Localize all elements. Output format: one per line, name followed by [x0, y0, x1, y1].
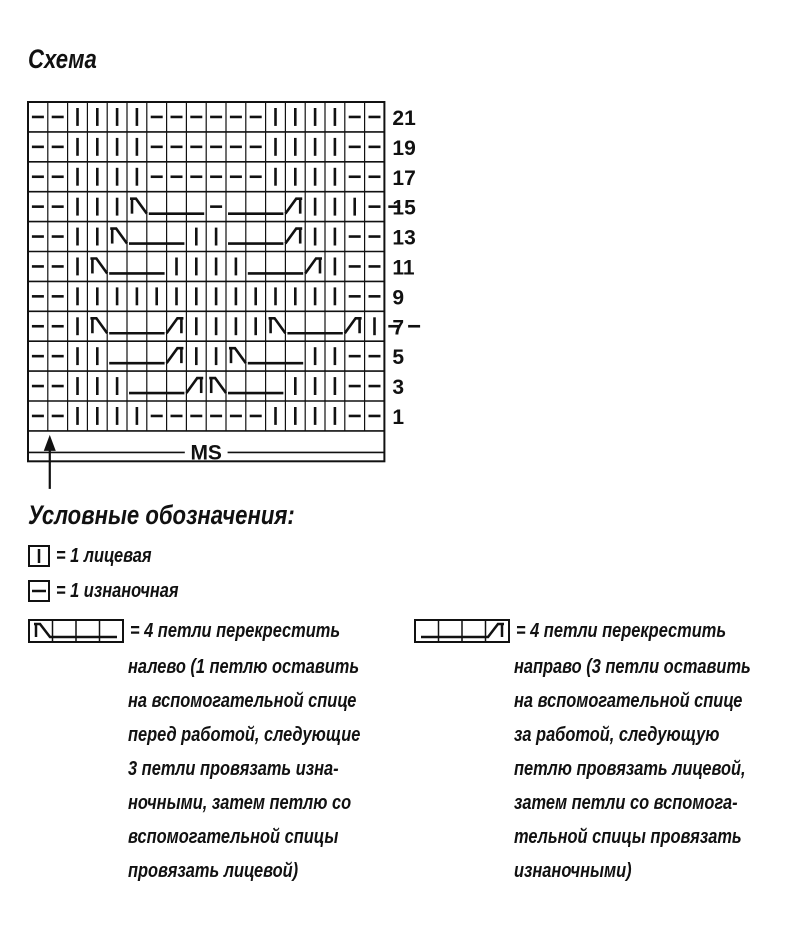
cross-left-description: [128, 650, 360, 888]
row-number: 17: [392, 166, 416, 190]
row-number: 3: [392, 376, 405, 400]
legend-knit: [28, 545, 173, 567]
legend-purl: [28, 580, 205, 602]
description-line: вспомогательной спицы: [128, 826, 339, 848]
description-line: провязать лицевой): [128, 860, 299, 882]
description-line: направо (3 петли оставить: [514, 656, 751, 678]
row-number: 19: [392, 136, 416, 160]
purl-symbol-icon: [28, 580, 50, 602]
row-number: 13: [392, 226, 416, 250]
cross-left-symbol-icon: [28, 619, 124, 643]
description-line: затем петли со вспомога-: [514, 792, 738, 814]
row-number: 5: [392, 346, 405, 370]
chart-title: Схема: [28, 44, 97, 74]
legend-cross-left: [28, 620, 386, 642]
description-line: изнаночными): [514, 860, 632, 882]
legend-title: Условные обозначения:: [28, 500, 295, 530]
row-number: 1: [392, 405, 405, 429]
knit-symbol-icon: [28, 545, 50, 567]
row-number: 7: [392, 316, 405, 340]
start-arrow-icon: [44, 435, 56, 451]
description-line: налево (1 петлю оставить: [128, 656, 360, 678]
cross-right-description: [514, 650, 751, 888]
row-number: 11: [392, 256, 415, 280]
legend-cross-right: [414, 620, 772, 642]
cross-left-head: = 4 петли перекрестить: [130, 619, 341, 642]
description-line: тельной спицы провязать: [514, 826, 742, 848]
repeat-label: MS: [190, 441, 222, 465]
description-line: ночными, затем петлю со: [128, 792, 352, 814]
row-number: 21: [392, 106, 416, 130]
legend-purl-text: = 1 изнаночная: [56, 579, 179, 602]
description-line: 3 петли провязать изна-: [128, 758, 339, 780]
description-line: на вспомогательной спице: [128, 690, 357, 712]
description-line: перед работой, следующие: [128, 724, 361, 746]
row-number: 15: [392, 196, 416, 220]
cross-right-symbol-icon: [414, 619, 510, 643]
cross-right-head: = 4 петли перекрестить: [516, 619, 727, 642]
legend-knit-text: = 1 лицевая: [56, 544, 152, 567]
description-line: на вспомогательной спице: [514, 690, 743, 712]
description-line: за работой, следующую: [514, 724, 720, 746]
row-number: 9: [392, 286, 405, 310]
description-line: петлю провязать лицевой,: [514, 758, 746, 780]
